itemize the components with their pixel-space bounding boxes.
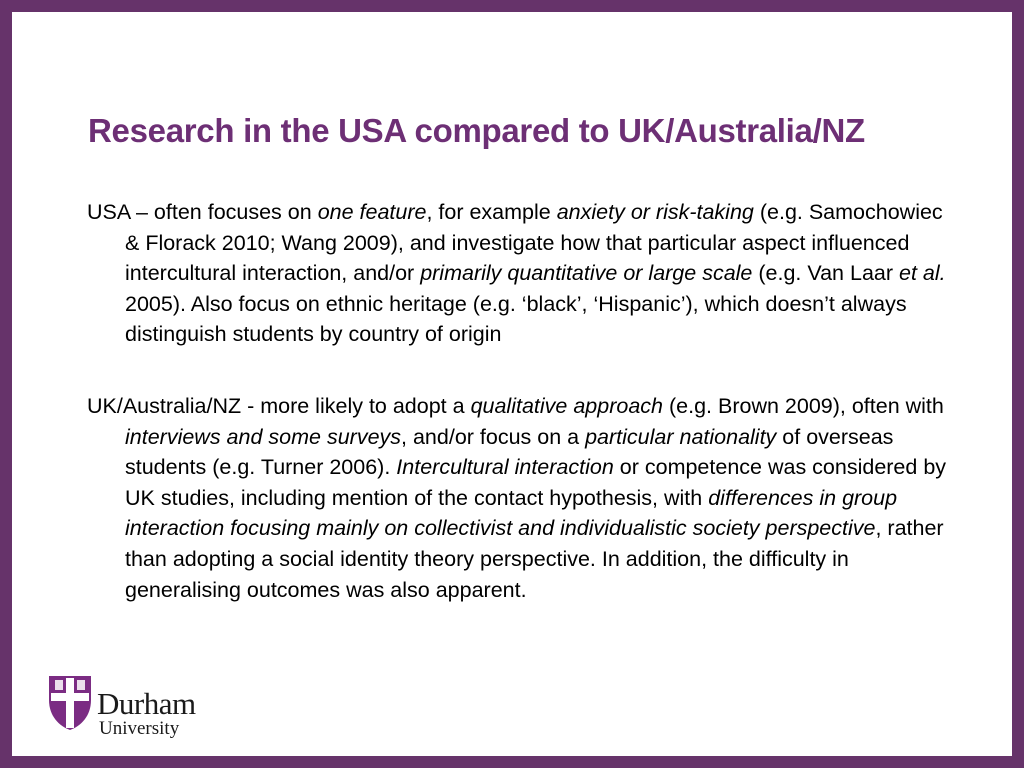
italic-text-run: differences in group interaction focusing mainly on collectivist and individualistic society perspective <box>125 485 898 541</box>
italic-text-run: Intercultural interaction <box>396 455 614 480</box>
text-run: of overseas students (e.g. Turner 2006). <box>125 424 894 480</box>
logo-name: Durham <box>97 686 196 721</box>
slide-body <box>87 197 947 646</box>
italic-text-run: primarily quantitative or large scale <box>420 261 753 286</box>
text-run: (e.g. Brown 2009), often with <box>663 393 944 418</box>
text-run: or competence was considered by UK studies, including mention of the contact hypothesis, with <box>125 455 947 510</box>
slide <box>12 12 1012 756</box>
text-run: (e.g. Samochowiec & Florack 2010; Wang 2009), and investigate how that particular aspect influenced intercultural interaction, and/or <box>125 200 943 286</box>
body-paragraph <box>87 391 947 605</box>
text-run: , rather than adopting a social identity theory perspective. In addition, the difficulty in generalising outcomes was also apparent. <box>125 516 944 602</box>
text-run: USA – often focuses on <box>87 200 318 224</box>
body-paragraph <box>87 197 947 350</box>
italic-text-run: anxiety or risk-taking <box>556 200 754 224</box>
text-run: UK/Australia/NZ - more likely to adopt a <box>87 393 471 418</box>
durham-university-logo <box>47 662 247 742</box>
text-run: , and/or focus on a <box>401 424 586 449</box>
italic-text-run: qualitative approach <box>470 393 664 418</box>
shield-icon <box>47 674 93 732</box>
italic-text-run: one feature <box>317 200 427 224</box>
italic-text-run: et al. <box>899 261 946 286</box>
logo-subtitle: University <box>99 718 180 739</box>
italic-text-run: interviews and some surveys <box>125 424 402 449</box>
text-run: 2005). Also focus on ethnic heritage (e.g. ‘black’, ‘Hispanic’), which doesn’t always distinguish students by country of origin <box>125 291 907 347</box>
text-run: , for example <box>426 200 557 224</box>
slide-title: Research in the USA compared to UK/Australia/NZ <box>88 112 865 149</box>
text-run: (e.g. Van Laar <box>752 261 899 286</box>
italic-text-run: particular nationality <box>585 424 777 449</box>
